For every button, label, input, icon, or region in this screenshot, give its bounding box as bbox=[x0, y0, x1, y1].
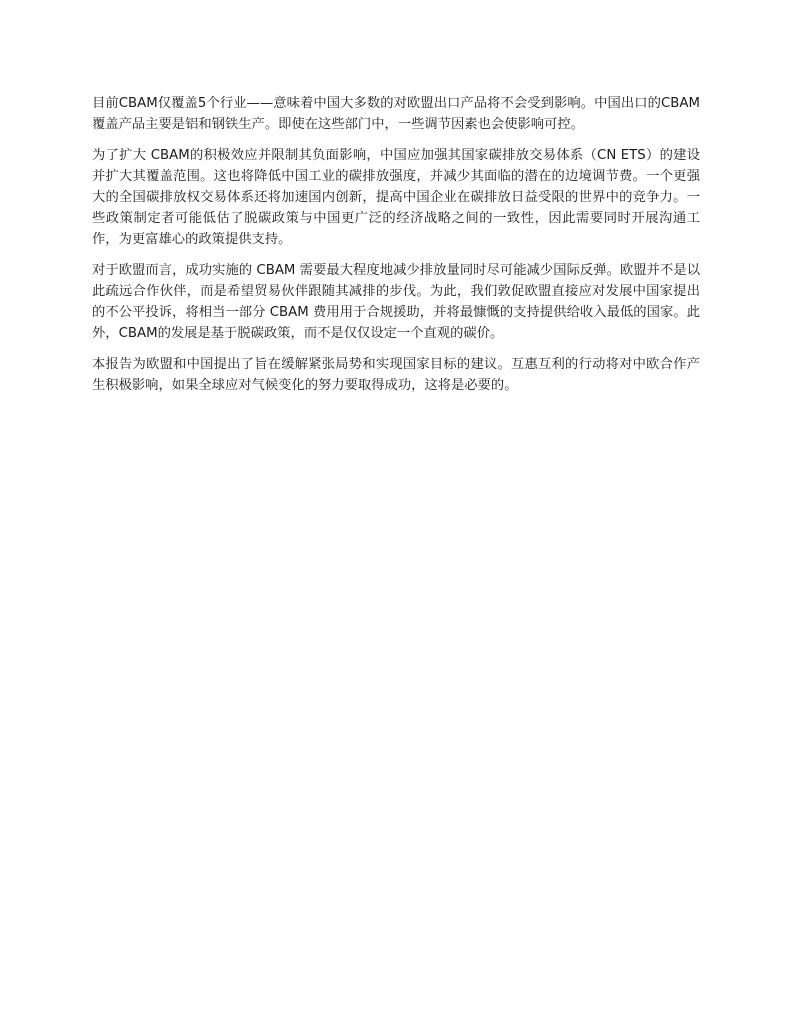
paragraph-eu-implementation: 对于欧盟而言，成功实施的 CBAM 需要最大程度地减少排放量同时尽可能减少国际反弹。欧盟并不是以此疏远合作伙伴，而是希望贸易伙伴跟随其减排的步伐。为此，我们敦促欧盟直接应对发展中国家提出的不公平投诉，将相当一部分 CBAM 费用用于合规援助，并将最慷慨的支持提供给收入最低的国家。此外，CBAM的发展是基于脱碳政策，而不是仅仅设定一个直观的碳价。 bbox=[92, 263, 700, 341]
document-body bbox=[92, 93, 700, 406]
paragraph-recommendations: 本报告为欧盟和中国提出了旨在缓解紧张局势和实现国家目标的建议。互惠互利的行动将对中欧合作产生积极影响，如果全球应对气候变化的努力要取得成功，这将是必要的。 bbox=[92, 357, 700, 393]
paragraph-china-ets: 为了扩大 CBAM的积极效应并限制其负面影响，中国应加强其国家碳排放交易体系（CN ETS）的建设并扩大其覆盖范围。这也将降低中国工业的碳排放强度，并减少其面临的潜在的边境调节费。一个更强大的全国碳排放权交易体系还将加速国内创新，提高中国企业在碳排放日益受限的世界中的竞争力。一些政策制定者可能低估了脱碳政策与中国更广泛的经济战略之间的一致性，因此需要同时开展沟通工作，为更富雄心的政策提供支持。 bbox=[92, 148, 700, 247]
paragraph-cbam-coverage: 目前CBAM仅覆盖5个行业——意味着中国大多数的对欧盟出口产品将不会受到影响。中国出口的CBAM 覆盖产品主要是铝和钢铁生产。即使在这些部门中，一些调节因素也会使影响可控。 bbox=[92, 96, 700, 132]
